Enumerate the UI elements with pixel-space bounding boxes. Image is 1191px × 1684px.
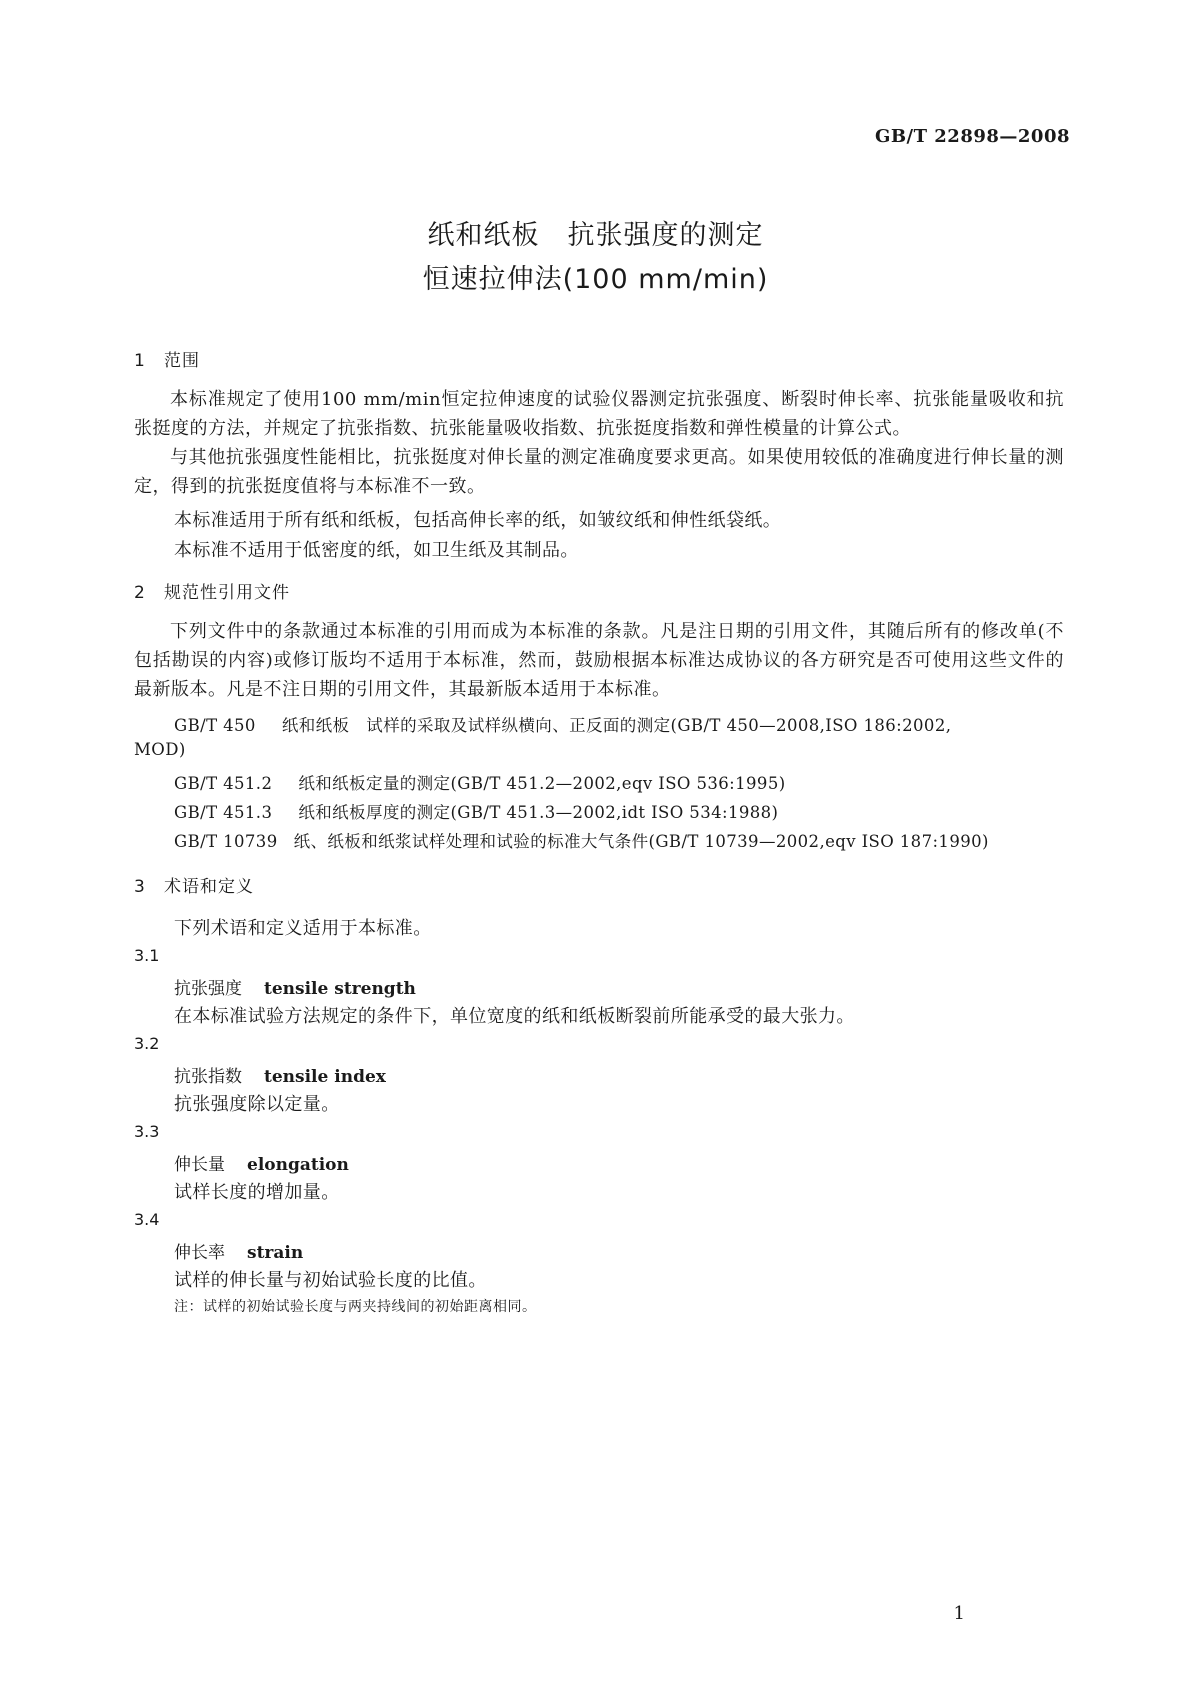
term-heading [174, 1150, 349, 1175]
paragraph: 与其他抗张强度性能相比，抗张挺度对伸长量的测定准确度要求更高。如果使用较低的准确度进行伸长量的测定，得到的抗张挺度值将与本标准不一致。 [134, 447, 1064, 497]
term-number: 3.2 [134, 1034, 160, 1053]
term-definition: 在本标准试验方法规定的条件下，单位宽度的纸和纸板断裂前所能承受的最大张力。 [174, 1006, 855, 1027]
term-en: strain [247, 1243, 304, 1263]
reference-title: 纸、纸板和纸浆试样处理和试验的标准大气条件(GB/T 10739—2002,eqv ISO 187:1990) [293, 832, 989, 851]
section-number: 1 [134, 351, 146, 371]
reference-code: GB/T 10739 [174, 832, 278, 851]
section-number: 3 [134, 877, 146, 897]
term-heading [174, 1238, 303, 1263]
paragraph: 下列文件中的条款通过本标准的引用而成为本标准的条款。凡是注日期的引用文件，其随后所有的修改单(不包括勘误的内容)或修订版均不适用于本标准，然而，鼓励根据本标准达成协议的各方研究是否可使用这些文件的最新版本。凡是不注日期的引用文件，其最新版本适用于本标准。 [134, 621, 1064, 700]
reference-code: GB/T 450 [174, 716, 256, 735]
section-1-heading [134, 346, 200, 371]
note: 注：试样的初始试验长度与两夹持线间的初始距离相同。 [174, 1299, 537, 1315]
reference-title: 纸和纸板定量的测定(GB/T 451.2—2002,eqv ISO 536:1995) [298, 774, 786, 793]
section-title: 术语和定义 [164, 877, 254, 897]
paragraph: 本标准不适用于低密度的纸，如卫生纸及其制品。 [174, 540, 579, 561]
term-en: tensile strength [264, 979, 416, 999]
reference-code: GB/T 451.3 [174, 803, 273, 822]
reference-item [174, 799, 778, 823]
paragraph: 本标准规定了使用100 mm/min恒定拉伸速度的试验仪器测定抗张强度、断裂时伸长率、抗张能量吸收和抗张挺度的方法，并规定了抗张指数、抗张能量吸收指数、抗张挺度指数和弹性模量的计算公式。 [134, 389, 1064, 439]
section-title: 范围 [164, 351, 200, 371]
paragraph: 下列术语和定义适用于本标准。 [174, 918, 432, 939]
reference-code: GB/T 451.2 [174, 774, 273, 793]
term-definition: 试样的伸长量与初始试验长度的比值。 [174, 1270, 487, 1291]
section-number: 2 [134, 583, 146, 603]
term-number: 3.4 [134, 1210, 160, 1229]
document-subtitle: 恒速拉伸法(100 mm/min) [422, 264, 769, 295]
document-title: 纸和纸板 抗张强度的测定 [427, 220, 764, 251]
reference-item [174, 712, 951, 736]
term-en: elongation [247, 1155, 349, 1175]
page-number: 1 [953, 1603, 965, 1624]
term-heading [174, 974, 416, 999]
paragraph: 本标准适用于所有纸和纸板，包括高伸长率的纸，如皱纹纸和伸性纸袋纸。 [174, 510, 782, 531]
reference-item [174, 770, 786, 794]
term-cn: 抗张强度 [174, 979, 242, 999]
reference-continuation: MOD) [134, 740, 186, 759]
term-cn: 伸长率 [174, 1243, 225, 1263]
term-number: 3.3 [134, 1122, 160, 1141]
term-cn: 抗张指数 [174, 1067, 242, 1087]
section-title: 规范性引用文件 [164, 583, 290, 603]
section-3-heading [134, 872, 254, 897]
term-heading [174, 1062, 386, 1087]
reference-title: 纸和纸板 试样的采取及试样纵横向、正反面的测定(GB/T 450—2008,ISO 186:2002, [281, 716, 952, 735]
term-definition: 试样长度的增加量。 [174, 1182, 340, 1203]
term-en: tensile index [264, 1067, 386, 1087]
reference-item [174, 828, 989, 852]
term-cn: 伸长量 [174, 1155, 225, 1175]
standard-number: GB/T 22898—2008 [874, 126, 1070, 147]
section-2-heading [134, 578, 290, 603]
term-definition: 抗张强度除以定量。 [174, 1094, 340, 1115]
term-number: 3.1 [134, 946, 160, 965]
reference-title: 纸和纸板厚度的测定(GB/T 451.3—2002,idt ISO 534:1988) [298, 803, 779, 822]
